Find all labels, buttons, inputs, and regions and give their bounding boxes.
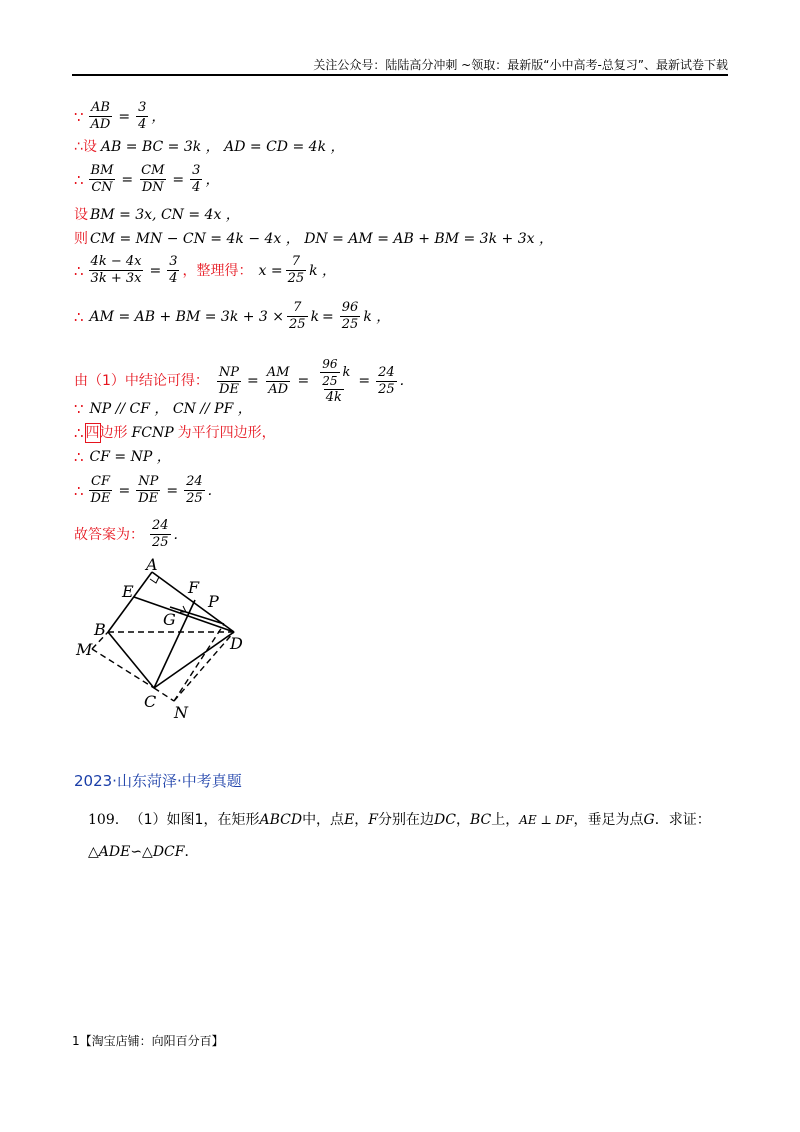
right-angle-A [150, 577, 159, 583]
problem-statement: 109. （1）如图1，在矩形ABCD中，点E，F分别在边DC，BC上，AE ⊥ DF，垂足为点G．求证： [88, 812, 711, 828]
boxed-character: 四 [85, 425, 100, 441]
label-B: B [94, 620, 106, 639]
fraction: $\frac{24}{25}$ [378, 364, 395, 397]
solution-line-6: ∴ $\frac{4k - 4x}{3k + 3x}$ = $\frac{3}{4}$ ，整理得： x = $\frac{7}{25}$ k ， [74, 254, 337, 286]
problem-statement-line-2: △ADE∽△DCF． [88, 844, 199, 860]
fraction: $\frac{96}{25}$ [341, 300, 359, 332]
solution-line-3: ∴ $\frac{BM}{CN}$ = $\frac{CM}{DN}$ = $\frac{3}{4}$ ， [74, 163, 220, 195]
label-P: P [208, 592, 219, 611]
segment-ND-dashed [174, 632, 234, 701]
because-symbol: ∵ [74, 107, 84, 126]
solution-line-12: ∴ $\frac{CF}{DE}$ = $\frac{NP}{DE}$ = $\frac{24}{25}$ . [74, 474, 213, 506]
fraction: $\frac{NP}{DE}$ [218, 364, 240, 397]
solution-line-5: 则 CM = MN − CN = 4k − 4x ， DN = AM = AB + BM = 3k + 3x ， [74, 231, 553, 247]
fraction: $\frac{BM}{CN}$ [90, 163, 114, 195]
fraction: $\frac{24}{25}$ [186, 474, 203, 506]
label-N: N [174, 703, 188, 722]
label-E: E [122, 582, 134, 601]
segment-ED [134, 597, 234, 632]
label-A: A [146, 555, 158, 574]
label-G: G [163, 610, 176, 629]
section-title: 2023·山东菏泽·中考真题 [74, 772, 242, 790]
fraction: $\frac{NP}{DE}$ [138, 474, 159, 506]
label-M: M [76, 640, 93, 659]
solution-line-8: 由（1）中结论可得： $\frac{NP}{DE}$ = $\frac{AM}{AD}$ = $\frac{96}{25}$ k 4k = $\frac{24}{25}$ . [74, 357, 405, 405]
fraction: $\frac{7}{25}$ [289, 300, 306, 332]
segment-CN-dashed [154, 688, 174, 701]
segment-CD [154, 632, 234, 688]
label-C: C [144, 692, 157, 711]
therefore-let: ∴设 [74, 139, 97, 155]
segment-NP-dashed [174, 624, 224, 701]
label-D: D [230, 634, 243, 653]
segment-MC-dashed [92, 649, 154, 688]
solution-line-2: ∴设 AB = BC = 3k ， AD = CD = 4k ， [74, 139, 345, 155]
solution-line-4: 设 BM = 3x, CN = 4x ， [74, 207, 240, 223]
solution-line-7: ∴ AM = AB + BM = 3k + 3 × $\frac{7}{25}$ k = $\frac{96}{25}$ k ， [74, 300, 391, 332]
header-text: 关注公众号：陆陆高分冲刺 ~领取：最新版“小中高考-总复习”、最新试卷下载 [313, 58, 728, 72]
solution-line-9: ∵ NP // CF ， CN // PF ， [74, 400, 252, 418]
fraction: $\frac{AM}{AD}$ [266, 364, 290, 397]
fraction: $\frac{3}{4}$ [192, 163, 201, 195]
footer-text: 1【淘宝店铺：向阳百分百】 [72, 1034, 224, 1048]
fraction: $\frac{4k - 4x}{3k + 3x}$ [90, 254, 142, 286]
fraction: $\frac{3}{4}$ [169, 254, 178, 286]
solution-line-13: 故答案为： $\frac{24}{25}$ . [74, 518, 178, 550]
fraction: $\frac{24}{25}$ [152, 518, 169, 550]
solution-line-1: ∵ $\frac{AB}{AD}$ = $\frac{3}{4}$ ， [74, 100, 166, 132]
label-F: F [188, 578, 200, 597]
fraction: $\frac{CF}{DE}$ [90, 474, 111, 506]
header-rule [72, 74, 728, 76]
segment-BC [108, 632, 154, 688]
solution-line-11: ∴ CF = NP ， [74, 448, 171, 466]
solution-line-10: ∴ 四 边形 FCNP 为平行四边形， [74, 424, 276, 442]
fraction: $\frac{AB}{AD}$ [90, 100, 111, 132]
fraction: $\frac{7}{25}$ [287, 254, 305, 286]
fraction: $\frac{3}{4}$ [138, 100, 147, 132]
fraction: $\frac{96}{25}$ [322, 357, 338, 388]
compound-fraction: $\frac{96}{25}$ k 4k [322, 357, 351, 405]
geometry-figure [70, 555, 270, 725]
segment-AB [108, 572, 152, 632]
fraction: $\frac{CM}{DN}$ [141, 163, 165, 195]
